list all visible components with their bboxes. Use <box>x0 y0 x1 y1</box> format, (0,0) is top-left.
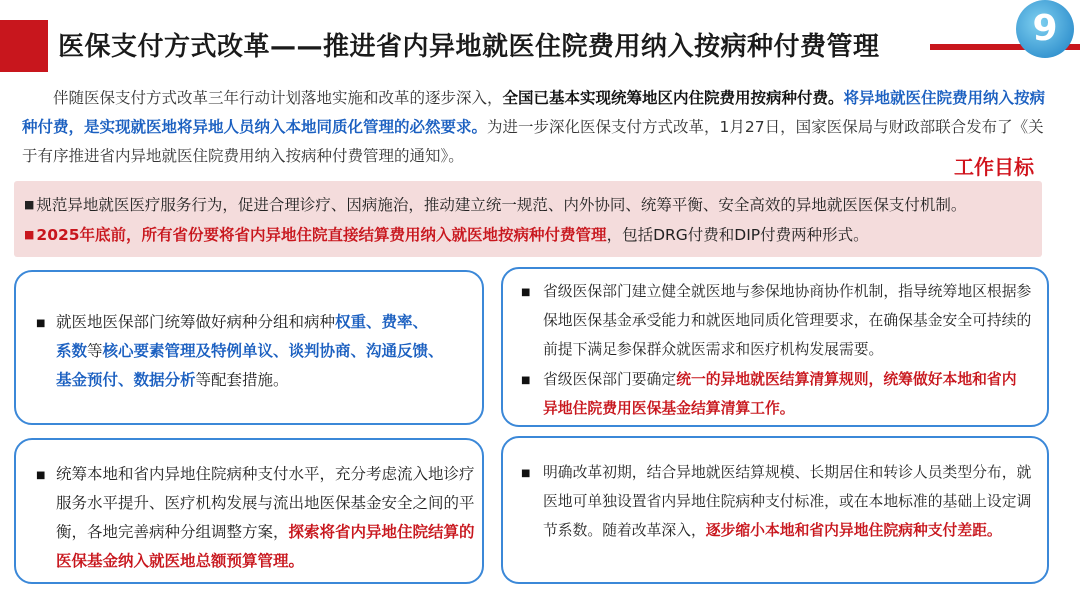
goal-item-1 <box>24 193 966 215</box>
intro-highlight-text: 将异地就医住院费用纳入按病种付费，是实现就医地将异地人员纳入本地同质化管理的必然要求。 <box>22 89 1046 136</box>
square-bullet-icon: ■ <box>24 228 35 241</box>
logo: 9 <box>1016 0 1074 58</box>
red-text: 统一的异地就医结算清算规则，统筹做好本地和省内异地住院费用医保基金结算清算工作。 <box>543 371 1017 417</box>
square-bullet-icon: ■ <box>521 468 531 479</box>
square-bullet-icon: ■ <box>24 198 35 211</box>
text: 明确改革初期，结合异地就医结算规模、长期居住和转诊人员类型分布，就医地可单独设置省内异地住院病种支付标准，或在本地标准的基础上设定调节系数。随着改革深入， <box>543 464 1032 539</box>
square-bullet-icon: ■ <box>36 470 46 481</box>
text: 省级医保部门要确定 <box>543 371 677 388</box>
goal-item-2 <box>24 223 869 245</box>
card-top-right-item-1: 省级医保部门建立健全就医地与参保地协商协作机制，指导统筹地区根据参保地医保基金承受能力和就医地同质化管理要求，在确保基金安全可持续的前提下满足参保群众就医需求和医疗机构发展需要。 <box>543 283 1032 358</box>
red-text: 逐步缩小本地和省内异地住院病种支付差距。 <box>705 522 1002 539</box>
square-bullet-icon: ■ <box>521 375 531 386</box>
card-top-left <box>14 270 484 425</box>
goal-text-1: 规范异地就医医疗服务行为，促进合理诊疗、因病施治，推动建立统一规范、内外协同、统筹平衡、安全高效的异地就医医保支付机制。 <box>36 196 967 214</box>
card-bottom-left-text <box>56 460 476 576</box>
card-top-right <box>501 267 1049 427</box>
blue-text: 系数 <box>56 342 88 360</box>
blue-text: 基金预付、数据分析 <box>56 371 196 389</box>
square-bullet-icon: ■ <box>36 318 46 329</box>
square-bullet-icon: ■ <box>521 287 531 298</box>
text: 就医地医保部门统筹做好病种分组和病种 <box>56 313 336 331</box>
intro-text: 伴随医保支付方式改革三年行动计划落地实施和改革的逐步深入， <box>53 89 503 107</box>
page-title: 医保支付方式改革——推进省内异地就医住院费用纳入按病种付费管理 <box>58 32 880 62</box>
title-accent-block <box>0 20 48 72</box>
text: 等 <box>87 342 103 360</box>
card-top-left-text <box>56 308 476 395</box>
blue-text: 核心要素管理及特例单议、谈判协商、沟通反馈、 <box>102 342 444 360</box>
goal-highlight-text: 2025年底前，所有省份要将省内异地住院直接结算费用纳入就医地按病种付费管理 <box>36 226 607 244</box>
blue-text: 权重、费率、 <box>335 313 429 331</box>
intro-paragraph <box>22 84 1052 171</box>
text: 等配套措施。 <box>195 371 289 389</box>
card-bottom-right <box>501 436 1049 584</box>
card-bottom-left <box>14 438 484 584</box>
goal-label: 工作目标 <box>954 155 1034 179</box>
goal-text-2: ，包括DRG付费和DIP付费两种形式。 <box>606 226 869 244</box>
red-text: 探索将省内异地住院结算的医保基金纳入就医地总额预算管理。 <box>56 523 475 570</box>
intro-notice-text: 为进一步深化医保支付方式改革，1月27日，国家医保局与财政部联合发布了《关于有序推进省内异地就医住院费用纳入按病种付费管理的通知》。 <box>22 118 1044 165</box>
intro-bold-text: 全国已基本实现统筹地区内住院费用按病种付费。 <box>502 89 844 107</box>
goal-box <box>14 181 1042 257</box>
text: 统筹本地和省内异地住院病种支付水平，充分考虑流入地诊疗服务水平提升、医疗机构发展与流出地医保基金安全之间的平衡，各地完善病种分组调整方案， <box>56 465 475 541</box>
card-top-right-item-2 <box>543 365 1023 423</box>
card-bottom-right-text <box>543 458 1035 545</box>
